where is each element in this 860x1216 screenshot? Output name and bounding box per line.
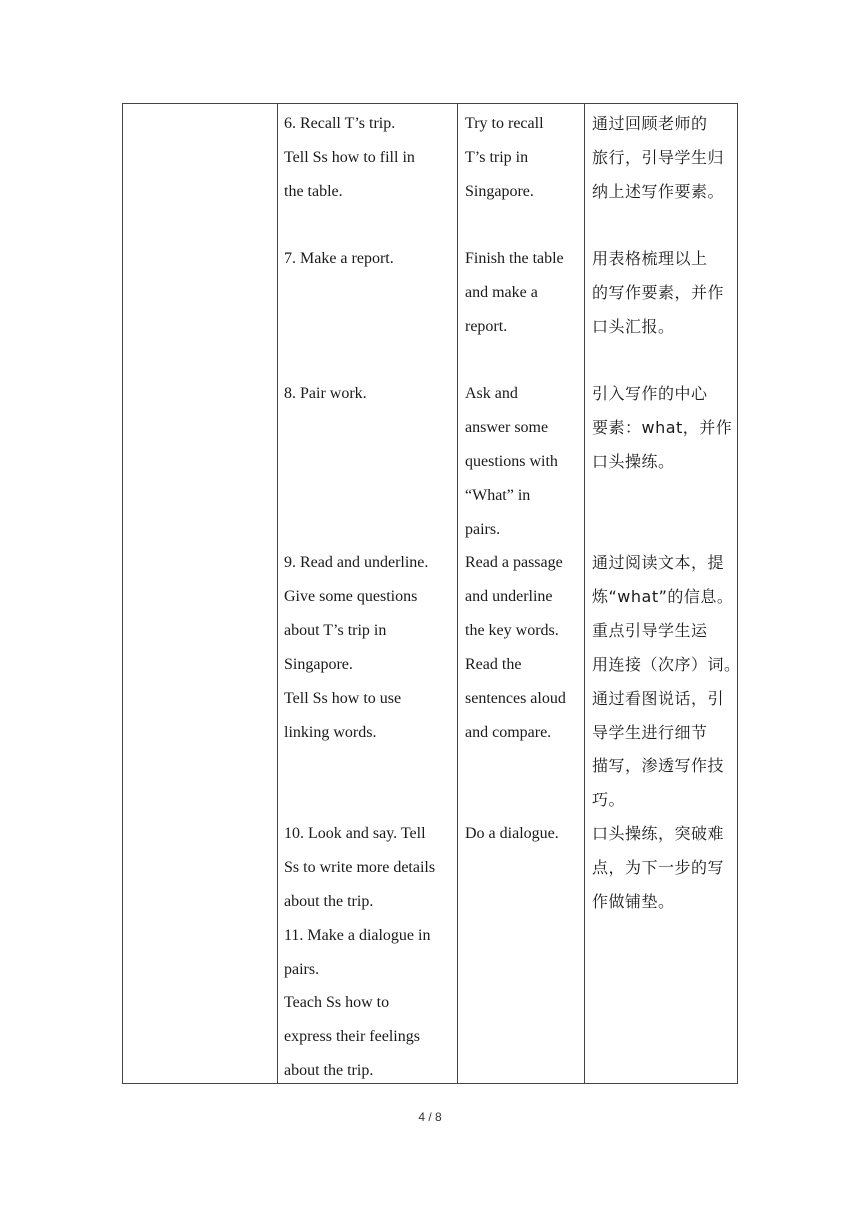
student-line: Ask and [465,385,518,402]
teacher-line: Singapore. [284,656,353,673]
student-line: pairs. [465,521,501,538]
student-line: Finish the table [465,250,564,267]
purpose-line: 口头操练，突破难 [592,824,725,843]
purpose-line: 口头操练。 [592,452,675,471]
student-line: and compare. [465,724,552,741]
student-line: and underline [465,588,553,605]
purpose-line: 纳上述写作要素。 [592,182,725,201]
teacher-line: Ss to write more details [284,859,436,876]
purpose-line: 点，为下一步的写 [592,858,725,877]
teacher-line: linking words. [284,724,377,741]
purpose-line: 巧。 [592,790,626,809]
student-line: answer some [465,419,549,436]
teacher-line: Tell Ss how to use [284,690,402,707]
column-divider [457,104,458,1083]
teacher-line: the table. [284,183,343,200]
teacher-line: Tell Ss how to fill in [284,149,415,166]
student-line: sentences aloud [465,690,566,707]
student-line: questions with [465,453,558,470]
student-line: Try to recall [465,115,544,132]
teacher-line: 6. Recall T’s trip. [284,115,396,132]
teacher-line: 7. Make a report. [284,250,394,267]
teacher-line: 8. Pair work. [284,385,367,402]
student-line: “What” in [465,487,531,504]
student-line: T’s trip in [465,149,529,166]
purpose-line: 用连接（次序）词。 [592,655,741,674]
purpose-column [592,104,741,1083]
student-line: Read a passage [465,554,563,571]
column-divider [277,104,278,1083]
column-divider [584,104,585,1083]
student-line: Read the [465,656,522,673]
purpose-line: 的写作要素，并作 [592,283,725,302]
purpose-line: 口头汇报。 [592,317,675,336]
purpose-line: 要素：what，并作 [592,418,733,437]
purpose-line: 旅行，引导学生归 [592,148,725,167]
teacher-activity-column [284,104,456,1083]
student-line: Do a dialogue. [465,825,559,842]
teacher-line: 11. Make a dialogue in [284,927,431,944]
student-activity-column [465,104,583,1083]
student-line: Singapore. [465,183,534,200]
teacher-line: 10. Look and say. Tell [284,825,426,842]
purpose-line: 通过阅读文本，提 [592,553,725,572]
student-line: and make a [465,284,538,301]
purpose-line: 导学生进行细节 [592,723,708,742]
teacher-line: Give some questions [284,588,418,605]
page-number: 4 / 8 [418,1110,442,1124]
purpose-line: 通过看图说话，引 [592,689,725,708]
purpose-line: 重点引导学生运 [592,621,708,640]
purpose-line: 炼“what”的信息。 [592,587,734,606]
purpose-line: 作做铺垫。 [592,892,675,911]
student-line: the key words. [465,622,559,639]
purpose-line: 通过回顾老师的 [592,114,708,133]
teacher-line: express their feelings [284,1028,420,1045]
teacher-line: about the trip. [284,1062,374,1079]
purpose-line: 描写，渗透写作技 [592,756,725,775]
student-line: report. [465,318,508,335]
teacher-line: 9. Read and underline. [284,554,429,571]
lesson-plan-table [122,103,741,1084]
teacher-line: pairs. [284,961,320,978]
purpose-line: 引入写作的中心 [592,384,708,403]
purpose-line: 用表格梳理以上 [592,249,708,268]
teacher-line: about the trip. [284,893,374,910]
teacher-line: Teach Ss how to [284,994,390,1011]
stage-column [123,104,277,1083]
teacher-line: about T’s trip in [284,622,387,639]
